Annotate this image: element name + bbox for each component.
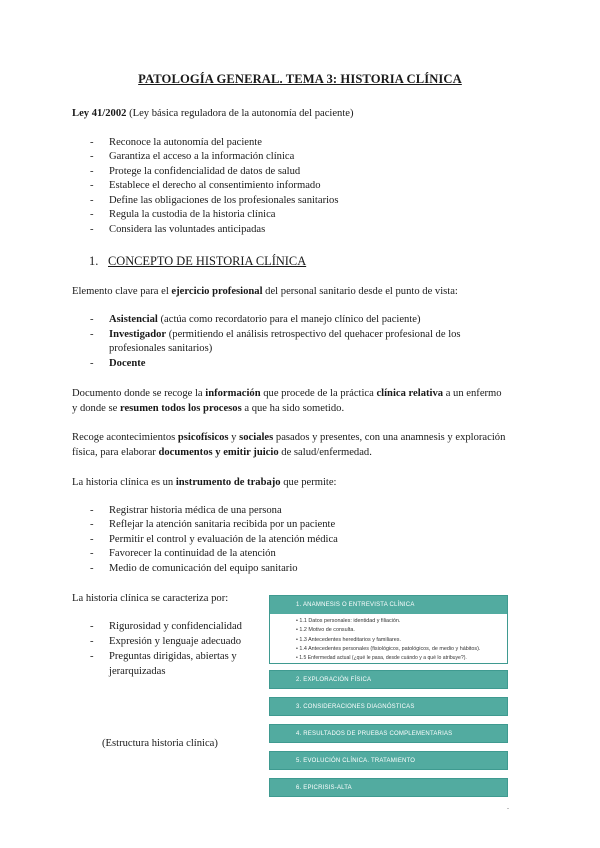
figure-section-anamnesis: [269, 595, 508, 664]
clinical-history-structure-figure: [269, 593, 508, 807]
paragraph-document: Documento donde se recoge la información que procede de la práctica clínica relativa a un enfermo: [72, 388, 502, 399]
section-heading: CONCEPTO DE HISTORIA CLÍNICA: [108, 254, 307, 268]
figure-section-discharge: 6. EPICRISIS-ALTA: [269, 778, 508, 797]
law-description: (Ley básica reguladora de la autonomía del paciente): [126, 108, 354, 119]
law-intro: [72, 108, 354, 119]
page-title: PATOLOGÍA GENERAL. TEMA 3: HISTORIA CLÍNICA: [138, 72, 462, 86]
figure-section-label: 1. ANAMNESIS O ENTREVISTA CLÍNICA: [270, 596, 507, 614]
figure-subitem: • 1.2 Motivo de consulta.: [296, 627, 355, 634]
paragraph-events-cont: física, para elaborar documentos y emitir juicio de salud/enfermedad.: [72, 447, 372, 458]
figure-caption: (Estructura historia clínica): [102, 738, 218, 749]
figure-subitem: • 1.1 Datos personales: identidad y filiación.: [296, 618, 401, 624]
figure-section-diagnostic: 3. CONSIDERACIONES DIAGNÓSTICAS: [269, 697, 508, 716]
figure-section-results: 4. RESULTADOS DE PRUEBAS COMPLEMENTARIAS: [269, 724, 508, 743]
paragraph-instrument: La historia clínica es un instrumento de trabajo que permite:: [72, 477, 337, 488]
law-name: Ley 41/2002: [72, 108, 127, 119]
section-number: 1.: [89, 254, 99, 268]
paragraph-key-element: Elemento clave para el ejercicio profesional del personal sanitario desde el punto de vista:: [72, 286, 458, 297]
figure-section-exploration: 2. EXPLORACIÓN FÍSICA: [269, 670, 508, 689]
figure-subitem: • 1.5 Enfermedad actual (¿qué le pasa, desde cuándo y a qué lo atribuye?).: [296, 655, 467, 662]
figure-subitem: • 1.4 Antecedentes personales (fisiológicos, patológicos, de medio y hábitos).: [296, 645, 481, 652]
paragraph-events: Recoge acontecimientos psicofísicos y sociales pasados y presentes, con una anamnesis y exploración: [72, 432, 506, 443]
figure-subitem: • 1.3 Antecedentes hereditarios y familiares.: [296, 636, 401, 643]
paragraph-characteristics: La historia clínica se caracteriza por:: [72, 593, 229, 604]
page-mark: -: [507, 806, 509, 812]
figure-section-evolution: 5. EVOLUCIÓN CLÍNICA. TRATAMIENTO: [269, 751, 508, 770]
paragraph-document-cont: y donde se resumen todos los procesos a que ha sido sometido.: [72, 403, 345, 414]
